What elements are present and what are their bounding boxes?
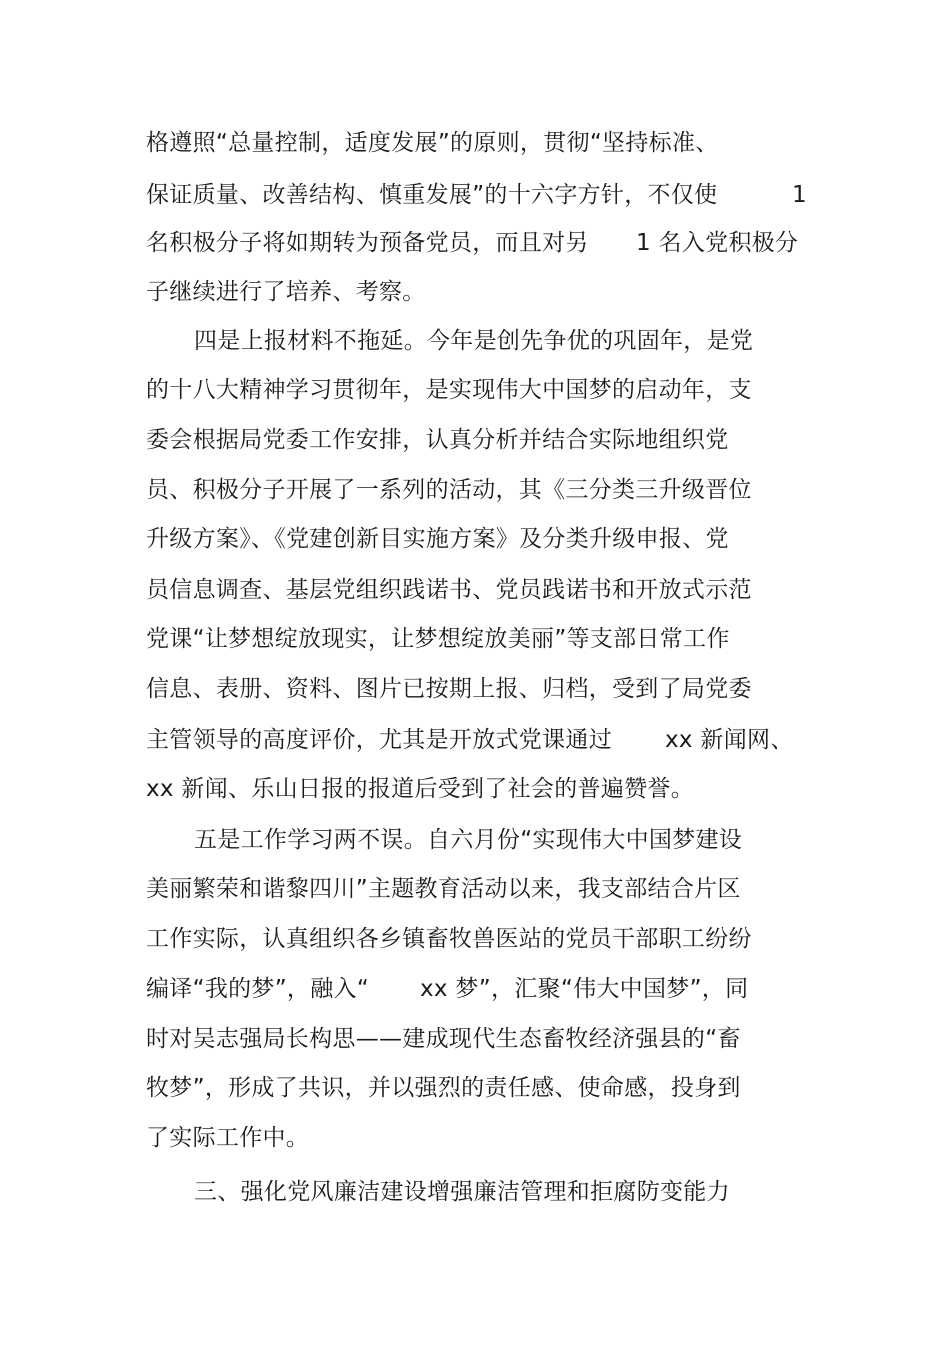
- text-line-4: 子继续进行了培养、考察。: [146, 279, 426, 305]
- text-line-13-tail: xx 新闻网、: [665, 727, 794, 753]
- paragraph-4-heading: 四是上报材料不拖延。今年是创先争优的巩固年，是党: [194, 328, 754, 354]
- text-line-2: 保证质量、改善结构、慎重发展”的十六字方针，不仅使: [146, 182, 718, 208]
- text-line-10: 员信息调查、基层党组织践诺书、党员践诺书和开放式示范: [146, 577, 752, 603]
- text-line-7: 委会根据局党委工作安排，认真分析并结合实际地组织党: [146, 427, 729, 453]
- text-line-14: xx 新闻、乐山日报的报道后受到了社会的普遍赞誉。: [146, 776, 695, 802]
- text-line-20: 牧梦”，形成了共识，并以强烈的责任感、使命感，投身到: [146, 1075, 741, 1101]
- text-line-18: 编译“我的梦”，融入“: [146, 976, 370, 1002]
- text-line-19: 时对吴志强局长构思——建成现代生态畜牧经济强县的“畜: [146, 1026, 741, 1052]
- text-line-16: 美丽繁荣和谐黎四川”主题教育活动以来，我支部结合片区: [146, 876, 741, 902]
- text-line-11: 党课“让梦想绽放现实，让梦想绽放美丽”等支部日常工作: [146, 626, 730, 652]
- text-line-21: 了实际工作中。: [146, 1125, 310, 1151]
- text-line-2-tail: 1: [792, 182, 807, 208]
- text-line-8: 员、积极分子开展了一系列的活动，其《三分类三升级晋位: [146, 477, 752, 503]
- text-line-1: 格遵照“总量控制，适度发展”的原则，贯彻“坚持标准、: [146, 130, 719, 156]
- text-line-3-tail: 1 名入党积极分: [636, 230, 799, 256]
- text-line-3: 名积极分子将如期转为预备党员，而且对另: [146, 230, 589, 256]
- text-line-6: 的十八大精神学习贯彻年，是实现伟大中国梦的启动年，支: [146, 377, 752, 403]
- text-line-9: 升级方案》、《党建创新目实施方案》及分类升级申报、党: [146, 526, 729, 552]
- paragraph-5-heading: 五是工作学习两不误。自六月份“实现伟大中国梦建设: [194, 827, 743, 853]
- text-line-12: 信息、表册、资料、图片已按期上报、归档，受到了局党委: [146, 676, 752, 702]
- text-line-13: 主管领导的高度评价，尤其是开放式党课通过: [146, 727, 612, 753]
- text-line-17: 工作实际，认真组织各乡镇畜牧兽医站的党员干部职工纷纷: [146, 926, 752, 952]
- section-3-heading: 三、强化党风廉洁建设增强廉洁管理和拒腐防变能力: [194, 1179, 730, 1205]
- text-line-18-mid: xx 梦”，汇聚“伟大中国梦”，同: [420, 976, 749, 1002]
